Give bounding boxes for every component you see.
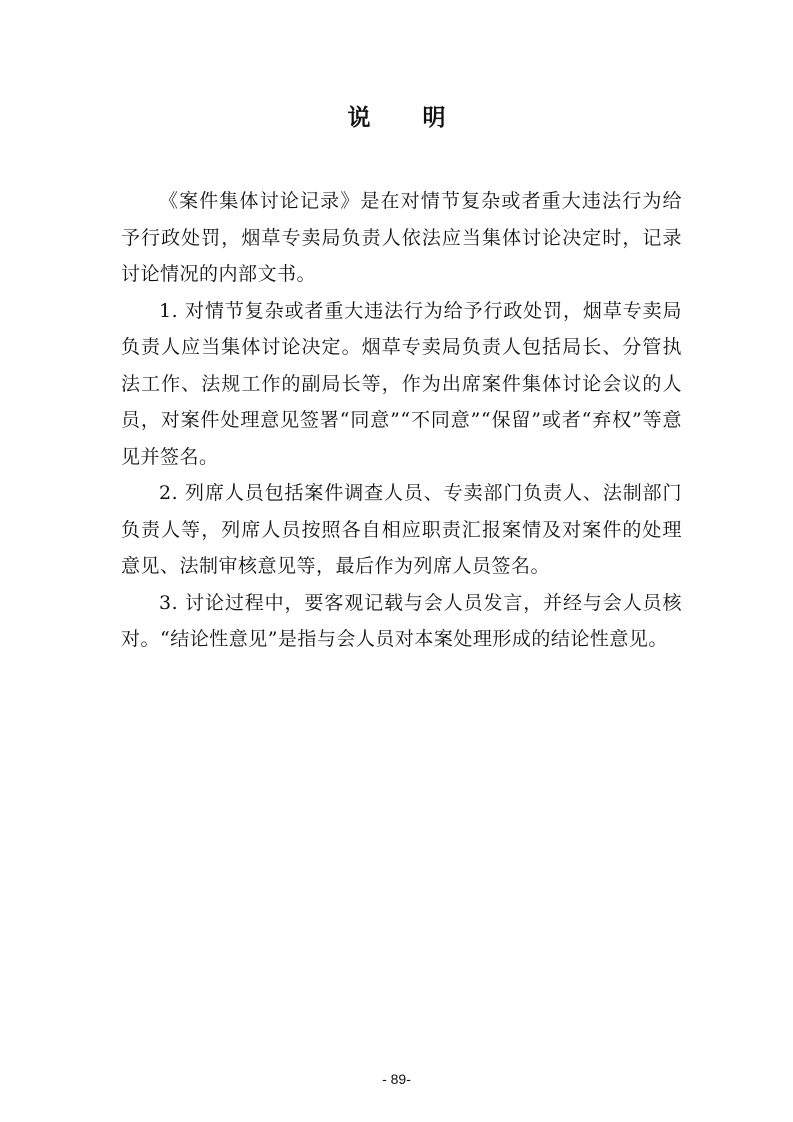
page-title: 说 明 [347,104,468,131]
body-text [121,183,682,658]
paragraph-item-3: 3. 讨论过程中，要客观记载与会人员发言，并经与会人员核对。“结论性意见”是指与会人员对本案处理形成的结论性意见。 [121,591,682,650]
paragraph-item-2: 2. 列席人员包括案件调查人员、专卖部门负责人、法制部门负责人等，列席人员按照各自相应职责汇报案情及对案件的处理意见、法制审核意见等，最后作为列席人员签名。 [121,482,682,577]
paragraph-intro: 《案件集体讨论记录》是在对情节复杂或者重大违法行为给予行政处罚，烟草专卖局负责人依法应当集体讨论决定时，记录讨论情况的内部文书。 [121,190,682,285]
paragraph-item-1: 1. 对情节复杂或者重大违法行为给予行政处罚，烟草专卖局负责人应当集体讨论决定。烟草专卖局负责人包括局长、分管执法工作、法规工作的副局长等，作为出席案件集体讨论会议的人员，对案件处理意见签署“同意”“不同意”“保留”或者“弃权”等意见并签名。 [121,299,682,468]
page-number: - 89- [382,1071,411,1087]
